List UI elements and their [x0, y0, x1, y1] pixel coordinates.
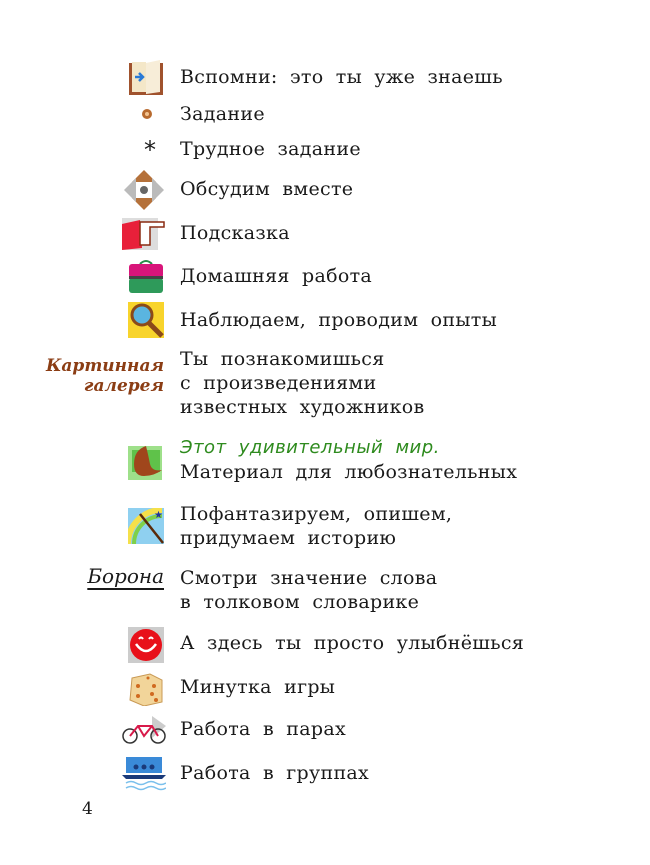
- legend-highlight: Этот удивительный мир.: [180, 437, 440, 458]
- legend-text: в толковом словарике: [180, 591, 420, 613]
- legend-item-groups: [180, 761, 369, 785]
- magnifier-icon: [128, 302, 164, 338]
- legend-text: известных художников: [180, 396, 425, 418]
- legend-text: Наблюдаем, проводим опыты: [180, 309, 498, 331]
- legend-item-hard-task: [180, 137, 361, 161]
- legend-text: Трудное задание: [180, 138, 361, 160]
- legend-item-fantasize: [180, 502, 452, 550]
- book-icon: [128, 60, 164, 96]
- legend-text: придумаем историю: [180, 527, 397, 549]
- legend-item-gallery: [180, 347, 425, 419]
- legend-item-pairs: [180, 717, 346, 741]
- legend-text: Работа в парах: [180, 718, 347, 740]
- asterisk-icon: *: [144, 136, 156, 164]
- legend-text: Пофантазируем, опишем,: [180, 503, 453, 525]
- svg-text:★: ★: [154, 510, 163, 521]
- legend-item-amazing-world: [180, 436, 517, 484]
- legend-item-task: [180, 102, 265, 126]
- magic-wand-icon: [128, 508, 164, 544]
- legend-text: Подсказка: [180, 222, 290, 244]
- legend-text: Работа в группах: [180, 762, 370, 784]
- side-label-line: Картинная: [45, 356, 164, 376]
- picture-gallery-label: [46, 356, 164, 396]
- pointing-hand-icon: [122, 214, 166, 250]
- legend-text: Материал для любознательных: [180, 461, 518, 483]
- legend-text: Смотри значение слова: [180, 567, 438, 589]
- smiley-icon: [128, 627, 164, 663]
- legend-item-dictionary: [180, 566, 437, 614]
- legend-item-remember: [180, 65, 503, 89]
- legend-text: Обсудим вместе: [180, 178, 354, 200]
- dot-icon: [140, 107, 154, 121]
- legend-item-smile: [180, 631, 524, 655]
- tandem-bicycle-icon: [122, 716, 166, 746]
- discuss-arrows-icon: [124, 170, 164, 210]
- legend-text: Вспомни: это ты уже знаешь: [180, 66, 503, 88]
- dinosaur-icon: [128, 444, 164, 480]
- legend-text: Домашняя работа: [180, 265, 373, 287]
- legend-item-discuss: [180, 177, 353, 201]
- dice-icon: [128, 670, 164, 706]
- legend-text: Минутка игры: [180, 676, 336, 698]
- briefcase-icon: [128, 258, 164, 294]
- legend-text: Ты познакомишься: [180, 348, 385, 370]
- page-number: 4: [82, 799, 93, 819]
- legend-item-observe: [180, 308, 497, 332]
- legend-text: А здесь ты просто улыбнёшься: [180, 632, 525, 654]
- legend-item-homework: [180, 264, 372, 288]
- dictionary-word: Борона: [87, 564, 164, 588]
- legend-text: с произведениями: [180, 372, 377, 394]
- legend-item-game: [180, 675, 335, 699]
- rowing-team-icon: [122, 757, 166, 793]
- legend-item-hint: [180, 221, 290, 245]
- legend-text: Задание: [180, 103, 265, 125]
- side-label-line: галерея: [83, 376, 164, 396]
